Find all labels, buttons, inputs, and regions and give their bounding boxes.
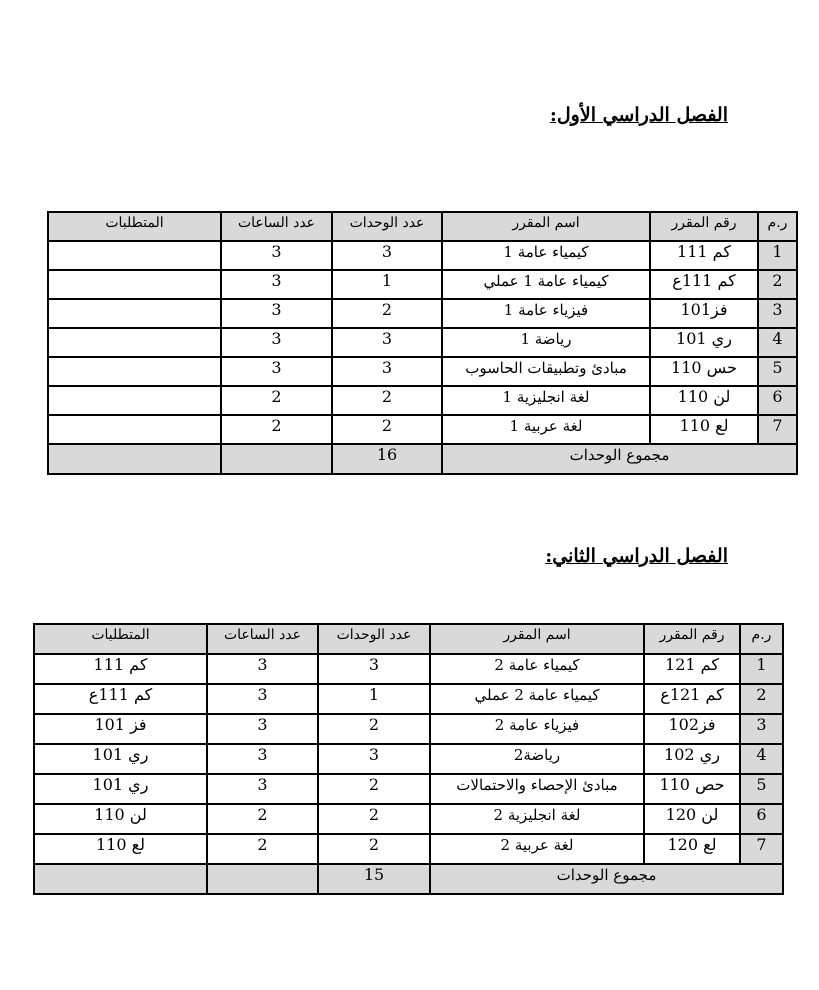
cell-prereq: ري 101	[34, 774, 207, 804]
cell-name: مبادئ وتطبيقات الحاسوب	[442, 357, 650, 386]
cell-prereq	[48, 357, 221, 386]
cell-name: لغة عربية 2	[430, 834, 644, 864]
total-row	[34, 864, 783, 894]
cell-prereq	[48, 386, 221, 415]
cell-prereq	[48, 241, 221, 270]
cell-name: لغة انجليزية 2	[430, 804, 644, 834]
cell-no: 1	[758, 241, 797, 270]
total-units: 15	[318, 864, 430, 894]
col-header-no: ر.م	[740, 624, 783, 654]
cell-prereq: ري 101	[34, 744, 207, 774]
cell-name: كيمياء عامة 2 عملي	[430, 684, 644, 714]
col-header-units: عدد الوحدات	[332, 212, 442, 241]
cell-no: 4	[740, 744, 783, 774]
table-row	[34, 654, 783, 684]
cell-name: كيمياء عامة 2	[430, 654, 644, 684]
semester2-title: الفصل الدراسي الثاني:	[545, 545, 728, 567]
cell-code: حس 110	[650, 357, 758, 386]
cell-hours: 3	[207, 654, 318, 684]
col-header-hours: عدد الساعات	[221, 212, 332, 241]
cell-hours: 3	[207, 684, 318, 714]
cell-hours: 3	[221, 328, 332, 357]
cell-no: 7	[740, 834, 783, 864]
cell-name: فيزياء عامة 2	[430, 714, 644, 744]
table-row	[34, 804, 783, 834]
table-row	[48, 241, 797, 270]
cell-no: 2	[740, 684, 783, 714]
cell-prereq: كم 111ع	[34, 684, 207, 714]
cell-name: لغة انجليزية 1	[442, 386, 650, 415]
table-row	[48, 270, 797, 299]
semester1-table	[47, 211, 798, 475]
table-header-row	[34, 624, 783, 654]
col-header-name: اسم المقرر	[442, 212, 650, 241]
cell-no: 3	[740, 714, 783, 744]
table-row	[48, 299, 797, 328]
cell-hours: 3	[221, 270, 332, 299]
cell-units: 3	[332, 241, 442, 270]
cell-code: كم 121	[644, 654, 740, 684]
table-row	[34, 774, 783, 804]
cell-prereq	[48, 270, 221, 299]
cell-no: 5	[758, 357, 797, 386]
cell-units: 2	[318, 834, 430, 864]
cell-no: 3	[758, 299, 797, 328]
cell-hours: 3	[207, 744, 318, 774]
cell-code: كم 111	[650, 241, 758, 270]
cell-units: 1	[318, 684, 430, 714]
total-label: مجموع الوحدات	[430, 864, 783, 894]
cell-prereq	[48, 415, 221, 444]
cell-prereq: كم 111	[34, 654, 207, 684]
cell-units: 1	[332, 270, 442, 299]
cell-name: كيمياء عامة 1 عملي	[442, 270, 650, 299]
cell-code: حص 110	[644, 774, 740, 804]
cell-prereq	[48, 328, 221, 357]
cell-name: رياضة 1	[442, 328, 650, 357]
cell-name: فيزياء عامة 1	[442, 299, 650, 328]
col-header-no: ر.م	[758, 212, 797, 241]
cell-units: 3	[318, 744, 430, 774]
total-empty-cell	[48, 444, 221, 474]
total-empty-cell	[221, 444, 332, 474]
cell-name: كيمياء عامة 1	[442, 241, 650, 270]
cell-name: رياضة2	[430, 744, 644, 774]
cell-hours: 2	[221, 386, 332, 415]
cell-units: 3	[332, 328, 442, 357]
cell-no: 2	[758, 270, 797, 299]
total-empty-cell	[207, 864, 318, 894]
col-header-code: رقم المقرر	[650, 212, 758, 241]
cell-units: 2	[318, 714, 430, 744]
cell-code: ري 102	[644, 744, 740, 774]
cell-name: لغة عربية 1	[442, 415, 650, 444]
table-row	[34, 684, 783, 714]
cell-units: 3	[332, 357, 442, 386]
col-header-name: اسم المقرر	[430, 624, 644, 654]
cell-prereq	[48, 299, 221, 328]
total-units: 16	[332, 444, 442, 474]
cell-units: 2	[332, 299, 442, 328]
cell-no: 6	[758, 386, 797, 415]
cell-hours: 3	[221, 357, 332, 386]
cell-code: كم 121ع	[644, 684, 740, 714]
col-header-prereq: المتطلبات	[34, 624, 207, 654]
table-row	[34, 834, 783, 864]
table-row	[34, 714, 783, 744]
cell-code: كم 111ع	[650, 270, 758, 299]
cell-code: فز101	[650, 299, 758, 328]
cell-no: 4	[758, 328, 797, 357]
cell-code: فز102	[644, 714, 740, 744]
cell-no: 7	[758, 415, 797, 444]
col-header-code: رقم المقرر	[644, 624, 740, 654]
cell-hours: 3	[221, 299, 332, 328]
cell-no: 5	[740, 774, 783, 804]
cell-units: 2	[332, 386, 442, 415]
cell-hours: 2	[221, 415, 332, 444]
total-label: مجموع الوحدات	[442, 444, 797, 474]
col-header-units: عدد الوحدات	[318, 624, 430, 654]
cell-prereq: لع 110	[34, 834, 207, 864]
cell-hours: 3	[207, 774, 318, 804]
cell-prereq: فز 101	[34, 714, 207, 744]
table-row	[48, 328, 797, 357]
cell-hours: 2	[207, 804, 318, 834]
semester1-title: الفصل الدراسي الأول:	[549, 104, 728, 126]
cell-no: 6	[740, 804, 783, 834]
cell-code: لع 120	[644, 834, 740, 864]
cell-units: 2	[332, 415, 442, 444]
cell-code: لع 110	[650, 415, 758, 444]
cell-code: لن 120	[644, 804, 740, 834]
cell-hours: 3	[221, 241, 332, 270]
table-row	[34, 744, 783, 774]
table-row	[48, 357, 797, 386]
cell-name: مبادئ الإحصاء والاحتمالات	[430, 774, 644, 804]
cell-code: ري 101	[650, 328, 758, 357]
cell-no: 1	[740, 654, 783, 684]
semester2-table	[33, 623, 784, 895]
cell-units: 2	[318, 804, 430, 834]
col-header-hours: عدد الساعات	[207, 624, 318, 654]
table-header-row	[48, 212, 797, 241]
table-row	[48, 415, 797, 444]
cell-units: 3	[318, 654, 430, 684]
total-empty-cell	[34, 864, 207, 894]
cell-code: لن 110	[650, 386, 758, 415]
col-header-prereq: المتطلبات	[48, 212, 221, 241]
cell-hours: 2	[207, 834, 318, 864]
cell-prereq: لن 110	[34, 804, 207, 834]
table-row	[48, 386, 797, 415]
cell-hours: 3	[207, 714, 318, 744]
total-row	[48, 444, 797, 474]
cell-units: 2	[318, 774, 430, 804]
